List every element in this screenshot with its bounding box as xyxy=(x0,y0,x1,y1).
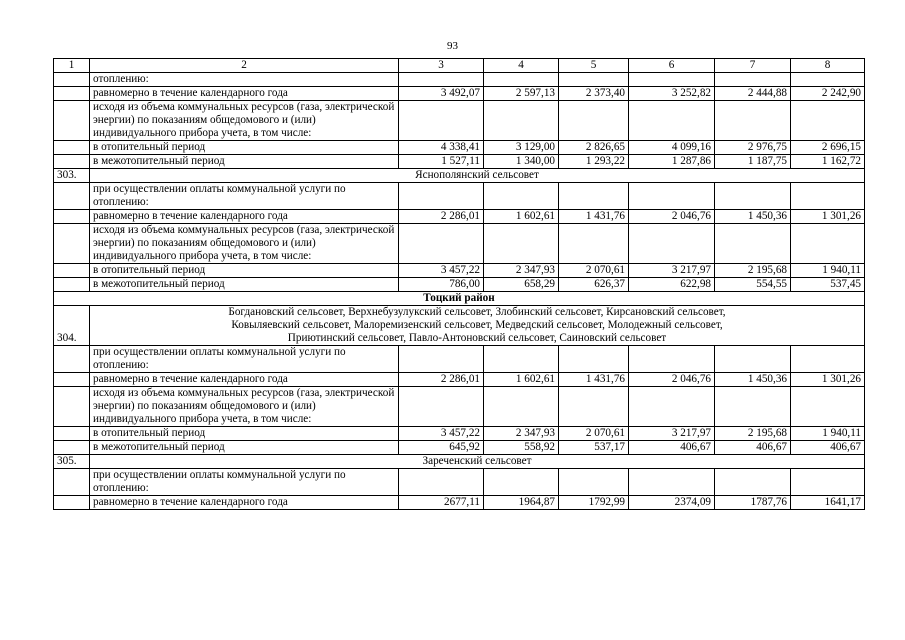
value-cell: 1787,76 xyxy=(715,496,791,510)
value-cell xyxy=(715,101,791,141)
row-label: в межотопительный период xyxy=(90,441,399,455)
value-cell xyxy=(791,469,865,496)
value-cell: 3 457,22 xyxy=(399,264,484,278)
value-cell: 2 347,93 xyxy=(484,427,559,441)
code-cell xyxy=(54,155,90,169)
page-number: 93 xyxy=(447,40,458,52)
value-cell xyxy=(399,101,484,141)
row-note: исходя из объема коммунальных ресурсов (газа, электрической энергии) по показаниям общедомового и (или) индивидуального прибора учета, в том числе: xyxy=(90,101,399,141)
table-row xyxy=(54,387,865,427)
value-cell: 2 286,01 xyxy=(399,373,484,387)
value-cell: 2 046,76 xyxy=(629,210,715,224)
value-cell: 2 373,40 xyxy=(559,87,629,101)
value-cell: 537,45 xyxy=(791,278,865,292)
value-cell: 558,92 xyxy=(484,441,559,455)
value-cell: 3 492,07 xyxy=(399,87,484,101)
value-cell: 2 826,65 xyxy=(559,141,629,155)
value-cell xyxy=(484,224,559,264)
value-cell: 1 162,72 xyxy=(791,155,865,169)
value-cell xyxy=(629,346,715,373)
value-cell xyxy=(559,387,629,427)
value-cell xyxy=(399,346,484,373)
region-title: Тоцкий район xyxy=(54,292,865,306)
value-cell: 2 070,61 xyxy=(559,427,629,441)
table-row xyxy=(54,183,865,210)
value-cell: 1 287,86 xyxy=(629,155,715,169)
section-code: 304. xyxy=(54,306,90,346)
value-cell: 537,17 xyxy=(559,441,629,455)
value-cell xyxy=(629,469,715,496)
table-row xyxy=(54,169,865,183)
code-cell xyxy=(54,264,90,278)
value-cell xyxy=(791,73,865,87)
value-cell: 2 046,76 xyxy=(629,373,715,387)
column-number: 5 xyxy=(559,59,629,73)
row-label: равномерно в течение календарного года xyxy=(90,496,399,510)
value-cell xyxy=(484,73,559,87)
column-number: 4 xyxy=(484,59,559,73)
row-label: в отопительный период xyxy=(90,264,399,278)
value-cell xyxy=(559,346,629,373)
value-cell: 3 457,22 xyxy=(399,427,484,441)
value-cell xyxy=(715,387,791,427)
column-number: 1 xyxy=(54,59,90,73)
value-cell: 658,29 xyxy=(484,278,559,292)
row-label: равномерно в течение календарного года xyxy=(90,87,399,101)
value-cell xyxy=(629,73,715,87)
table-row xyxy=(54,278,865,292)
value-cell xyxy=(791,346,865,373)
code-cell xyxy=(54,87,90,101)
value-cell xyxy=(715,224,791,264)
column-number: 7 xyxy=(715,59,791,73)
section-title-line: Ковыляевский сельсовет, Малоремизенский сельсовет, Медведский сельсовет, Молодежный сельсовет, xyxy=(231,319,723,331)
value-cell: 4 338,41 xyxy=(399,141,484,155)
code-cell xyxy=(54,346,90,373)
value-cell: 2677,11 xyxy=(399,496,484,510)
value-cell xyxy=(484,387,559,427)
table-row xyxy=(54,264,865,278)
value-cell: 1 940,11 xyxy=(791,427,865,441)
column-number: 8 xyxy=(791,59,865,73)
value-cell: 2 696,15 xyxy=(791,141,865,155)
row-note: при осуществлении оплаты коммунальной услуги по отоплению: xyxy=(90,183,399,210)
code-cell xyxy=(54,224,90,264)
code-cell xyxy=(54,183,90,210)
code-cell xyxy=(54,373,90,387)
value-cell xyxy=(715,346,791,373)
value-cell: 2374,09 xyxy=(629,496,715,510)
value-cell: 2 976,75 xyxy=(715,141,791,155)
value-cell: 1 431,76 xyxy=(559,210,629,224)
value-cell: 3 252,82 xyxy=(629,87,715,101)
value-cell: 1 450,36 xyxy=(715,210,791,224)
row-label: в отопительный период xyxy=(90,141,399,155)
value-cell: 1 602,61 xyxy=(484,373,559,387)
table-row xyxy=(54,496,865,510)
value-cell: 1 187,75 xyxy=(715,155,791,169)
table-row xyxy=(54,346,865,373)
tariff-table xyxy=(53,58,865,510)
code-cell xyxy=(54,469,90,496)
table-row xyxy=(54,210,865,224)
value-cell: 2 242,90 xyxy=(791,87,865,101)
table-row xyxy=(54,427,865,441)
code-cell xyxy=(54,387,90,427)
column-number: 6 xyxy=(629,59,715,73)
value-cell: 406,67 xyxy=(791,441,865,455)
section-title: Яснополянский сельсовет xyxy=(90,169,865,183)
value-cell: 2 286,01 xyxy=(399,210,484,224)
code-cell xyxy=(54,73,90,87)
section-code: 303. xyxy=(54,169,90,183)
table-row xyxy=(54,224,865,264)
value-cell xyxy=(715,469,791,496)
row-note: при осуществлении оплаты коммунальной услуги по отоплению: xyxy=(90,469,399,496)
value-cell xyxy=(399,183,484,210)
column-number-row xyxy=(54,59,865,73)
row-note: исходя из объема коммунальных ресурсов (газа, электрической энергии) по показаниям общедомового и (или) индивидуального прибора учета, в том числе: xyxy=(90,387,399,427)
row-note: при осуществлении оплаты коммунальной услуги по отоплению: xyxy=(90,346,399,373)
value-cell xyxy=(629,224,715,264)
value-cell: 786,00 xyxy=(399,278,484,292)
table-row xyxy=(54,292,865,306)
value-cell: 1 431,76 xyxy=(559,373,629,387)
value-cell: 2 444,88 xyxy=(715,87,791,101)
value-cell xyxy=(559,73,629,87)
table-row xyxy=(54,306,865,346)
row-label: равномерно в течение календарного года xyxy=(90,210,399,224)
code-cell xyxy=(54,496,90,510)
section-title xyxy=(90,306,865,346)
value-cell: 1 301,26 xyxy=(791,373,865,387)
value-cell: 1641,17 xyxy=(791,496,865,510)
value-cell xyxy=(399,73,484,87)
code-cell xyxy=(54,141,90,155)
value-cell xyxy=(629,387,715,427)
value-cell: 406,67 xyxy=(629,441,715,455)
code-cell xyxy=(54,441,90,455)
value-cell xyxy=(629,183,715,210)
value-cell: 554,55 xyxy=(715,278,791,292)
value-cell xyxy=(399,469,484,496)
value-cell: 3 129,00 xyxy=(484,141,559,155)
value-cell xyxy=(559,183,629,210)
table-row xyxy=(54,87,865,101)
value-cell: 2 195,68 xyxy=(715,264,791,278)
value-cell xyxy=(484,183,559,210)
value-cell: 1 527,11 xyxy=(399,155,484,169)
value-cell xyxy=(791,101,865,141)
row-label: равномерно в течение календарного года xyxy=(90,373,399,387)
table-row xyxy=(54,155,865,169)
value-cell xyxy=(715,183,791,210)
value-cell: 3 217,97 xyxy=(629,427,715,441)
table-row xyxy=(54,441,865,455)
column-number: 3 xyxy=(399,59,484,73)
value-cell xyxy=(484,101,559,141)
table-row xyxy=(54,455,865,469)
value-cell xyxy=(559,224,629,264)
table-row xyxy=(54,73,865,87)
code-cell xyxy=(54,427,90,441)
section-title-line: Приютинский сельсовет, Павло-Антоновский сельсовет, Саиновский сельсовет xyxy=(287,332,667,344)
section-title-line: Богдановский сельсовет, Верхнебузулукский сельсовет, Злобинский сельсовет, Кирсановский сельсовет, xyxy=(228,306,726,318)
value-cell: 1 293,22 xyxy=(559,155,629,169)
row-label: отоплению: xyxy=(90,73,399,87)
table-row xyxy=(54,141,865,155)
value-cell: 1 301,26 xyxy=(791,210,865,224)
code-cell xyxy=(54,101,90,141)
code-cell xyxy=(54,278,90,292)
value-cell: 2 070,61 xyxy=(559,264,629,278)
table-row xyxy=(54,469,865,496)
value-cell xyxy=(399,387,484,427)
value-cell: 406,67 xyxy=(715,441,791,455)
value-cell xyxy=(399,224,484,264)
value-cell: 2 597,13 xyxy=(484,87,559,101)
value-cell: 626,37 xyxy=(559,278,629,292)
value-cell: 1 940,11 xyxy=(791,264,865,278)
section-code: 305. xyxy=(54,455,90,469)
value-cell: 1964,87 xyxy=(484,496,559,510)
value-cell: 2 347,93 xyxy=(484,264,559,278)
value-cell xyxy=(715,73,791,87)
value-cell: 2 195,68 xyxy=(715,427,791,441)
value-cell: 1 450,36 xyxy=(715,373,791,387)
value-cell xyxy=(629,101,715,141)
value-cell: 3 217,97 xyxy=(629,264,715,278)
value-cell: 4 099,16 xyxy=(629,141,715,155)
value-cell: 1 340,00 xyxy=(484,155,559,169)
column-number: 2 xyxy=(90,59,399,73)
row-label: в межотопительный период xyxy=(90,278,399,292)
section-title: Зареченский сельсовет xyxy=(90,455,865,469)
value-cell: 645,92 xyxy=(399,441,484,455)
code-cell xyxy=(54,210,90,224)
value-cell xyxy=(484,346,559,373)
row-label: в межотопительный период xyxy=(90,155,399,169)
value-cell: 1 602,61 xyxy=(484,210,559,224)
value-cell xyxy=(559,101,629,141)
value-cell xyxy=(791,183,865,210)
value-cell xyxy=(791,224,865,264)
value-cell: 1792,99 xyxy=(559,496,629,510)
value-cell xyxy=(791,387,865,427)
table-row xyxy=(54,101,865,141)
table-row xyxy=(54,373,865,387)
value-cell xyxy=(484,469,559,496)
value-cell xyxy=(559,469,629,496)
row-note: исходя из объема коммунальных ресурсов (газа, электрической энергии) по показаниям общедомового и (или) индивидуального прибора учета, в том числе: xyxy=(90,224,399,264)
value-cell: 622,98 xyxy=(629,278,715,292)
row-label: в отопительный период xyxy=(90,427,399,441)
